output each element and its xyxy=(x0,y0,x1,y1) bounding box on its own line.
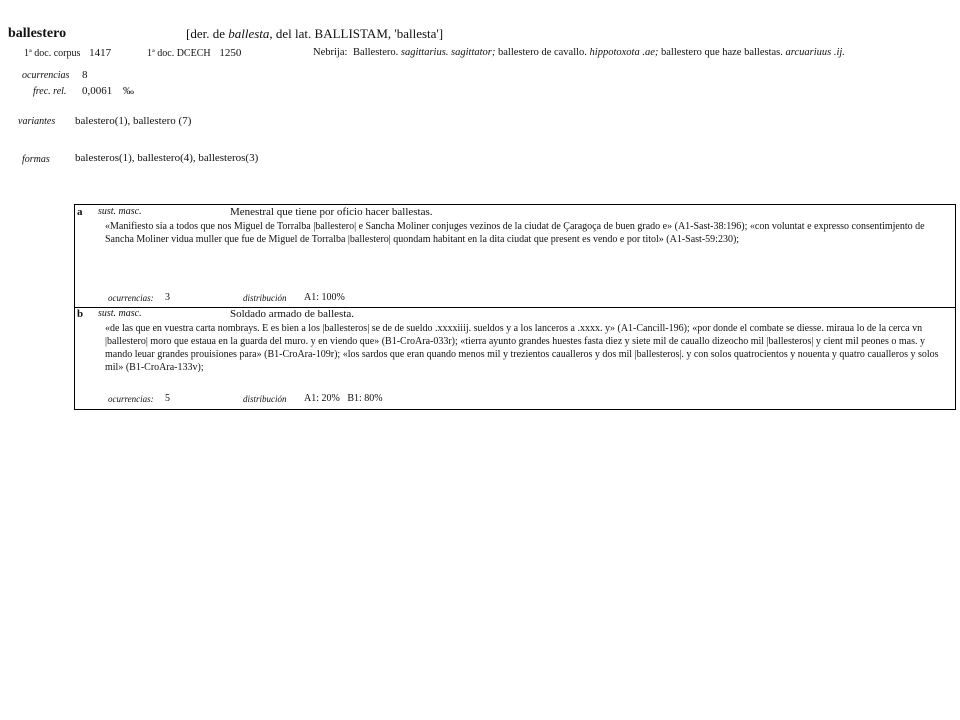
nebrija-part: ballestero de cavallo. xyxy=(495,47,590,58)
sense-a xyxy=(75,205,955,308)
first-doc-corpus xyxy=(24,47,111,59)
sense-occurrences-label: ocurrencias: xyxy=(108,394,154,404)
sense-category: sust. masc. xyxy=(98,206,142,217)
occurrences-label: ocurrencias xyxy=(22,70,70,81)
sense-distribution-value: A1: 100% xyxy=(304,292,345,303)
sense-letter: a xyxy=(77,206,83,218)
sense-occurrences-value: 3 xyxy=(165,292,170,303)
sense-definition: Menestral que tiene por oficio hacer ballestas. xyxy=(230,206,433,218)
sense-distribution-label: distribución xyxy=(243,394,287,404)
first-doc-corpus-value: 1417 xyxy=(89,47,112,59)
nebrija-label: Nebrija: xyxy=(313,47,348,58)
nebrija-part: ballestero que haze ballestas. xyxy=(658,47,786,58)
nebrija-text xyxy=(353,47,845,58)
nebrija-part: Ballestero. xyxy=(353,47,401,58)
sense-occurrences-value: 5 xyxy=(165,393,170,404)
sense-definition: Soldado armado de ballesta. xyxy=(230,308,355,320)
forms-label: formas xyxy=(22,154,50,165)
frequency-unit: ‰ xyxy=(123,85,134,97)
nebrija-part: sagittarius. sagittator; xyxy=(400,47,496,58)
first-doc-corpus-label: 1ª doc. corpus xyxy=(24,48,81,59)
first-doc-dcech-value: 1250 xyxy=(219,47,242,59)
forms-value: balesteros(1), ballestero(4), ballesteros(3) xyxy=(75,152,259,164)
entry-lemma: ballestero xyxy=(8,26,67,41)
senses-table xyxy=(74,204,956,410)
sense-b xyxy=(75,307,955,411)
nebrija-part: arcuariuus .ij. xyxy=(785,47,845,58)
sense-quotes: «Manifiesto sia a todos que nos Miguel de Torralba |ballestero| e Sancha Moliner conjuges vezinos de la ciudat de Çaragoça de buen grado e» (A1-Sast-38:196); «con voluntat e expresso consentimjento de Sancha Moliner vidua muller que fue de Miguel de Torralba |ballestero| quondam habitant en la dita ciudat que present es vendo e por titol» (A1-Sast-59:230); xyxy=(105,221,925,245)
sense-category: sust. masc. xyxy=(98,308,142,319)
etymology-prefix: [der. de xyxy=(186,26,229,41)
frequency-label: frec. rel. xyxy=(33,86,67,97)
nebrija xyxy=(313,47,845,58)
first-doc-dcech xyxy=(147,47,241,59)
variants-label: variantes xyxy=(18,116,56,127)
etymology-rest: , del lat. BALLISTAM, 'ballesta'] xyxy=(269,26,444,41)
nebrija-part: hippotoxota .ae; xyxy=(589,47,659,58)
frequency-value xyxy=(82,85,134,97)
sense-distribution-value: A1: 20% B1: 80% xyxy=(304,393,383,404)
etymology-word: ballesta xyxy=(228,26,270,41)
etymology xyxy=(186,26,443,42)
sense-quotes: «de las que en vuestra carta nombrays. E es bien a los |ballesteros| se de de sueldo .xxxxiiij. sueldos y a los lanceros a .xxxx. y» (A1-Cancill-196); «por donde el combate se diesse. miraua lo de la cerca vn |ballestero| moro que estaua en la guarda del muro. y en viendo que» (B1-CroAra-033r); «tierra ayunto grandes huestes fasta diez y siete mil de cauallo dizeocho mil |ballesteros| y cient mil peones o mas. y mando leuar grandes prouisiones para» (B1-CroAra-109r); «los sardos que eran quando menos mil y trezientos caualleros y dos mil |ballesteros|. y con solos quatrocientos y nouenta y quatro caualleros y solos mil» (B1-CroAra-133v); xyxy=(105,323,939,373)
first-doc-dcech-label: 1ª doc. DCECH xyxy=(147,48,211,59)
frequency-number: 0,0061 xyxy=(82,85,113,97)
sense-letter: b xyxy=(77,308,84,320)
sense-distribution-label: distribución xyxy=(243,293,287,303)
variants-value: balestero(1), ballestero (7) xyxy=(75,115,192,127)
sense-occurrences-label: ocurrencias: xyxy=(108,293,154,303)
occurrences-value: 8 xyxy=(82,69,88,81)
